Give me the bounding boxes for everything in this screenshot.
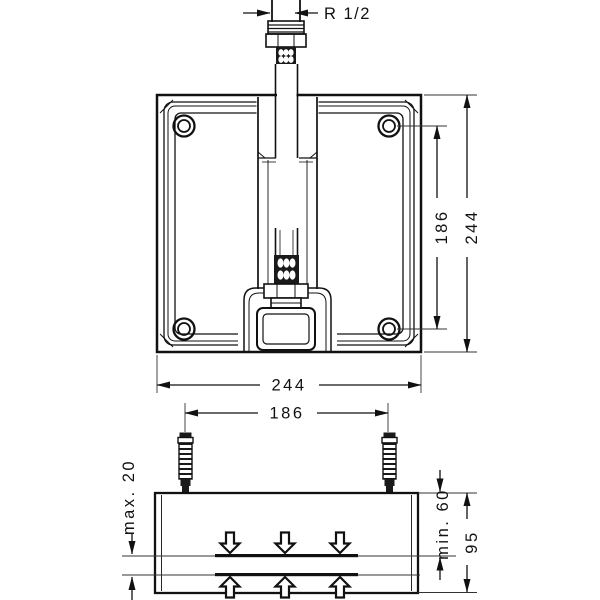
dim-hole-spacing-horizontal: 186: [269, 404, 305, 423]
dim-min-install-depth: min. 60: [434, 488, 452, 560]
plan-view: [157, 0, 421, 352]
wall-plug-left: [178, 433, 193, 494]
hex-nut-bottom: [264, 284, 308, 298]
wall-surface-lower: [215, 573, 358, 576]
wall-plug-right: [382, 433, 397, 494]
outlet-neck: [271, 298, 301, 308]
swivel-joint-bottom: [274, 255, 299, 284]
dim-plate-width: 244: [271, 376, 307, 395]
dim-body-height: 95: [463, 530, 481, 554]
dim-plate-height: 244: [463, 209, 481, 245]
section-view: [120, 433, 481, 600]
wall-surface-upper: [215, 554, 358, 557]
dim-hole-spacing-vertical: 186: [433, 209, 451, 245]
thread-size-label: R 1/2: [324, 5, 371, 23]
dim-max-finish-depth: max. 20: [120, 458, 138, 536]
outlet-block: [257, 308, 315, 350]
